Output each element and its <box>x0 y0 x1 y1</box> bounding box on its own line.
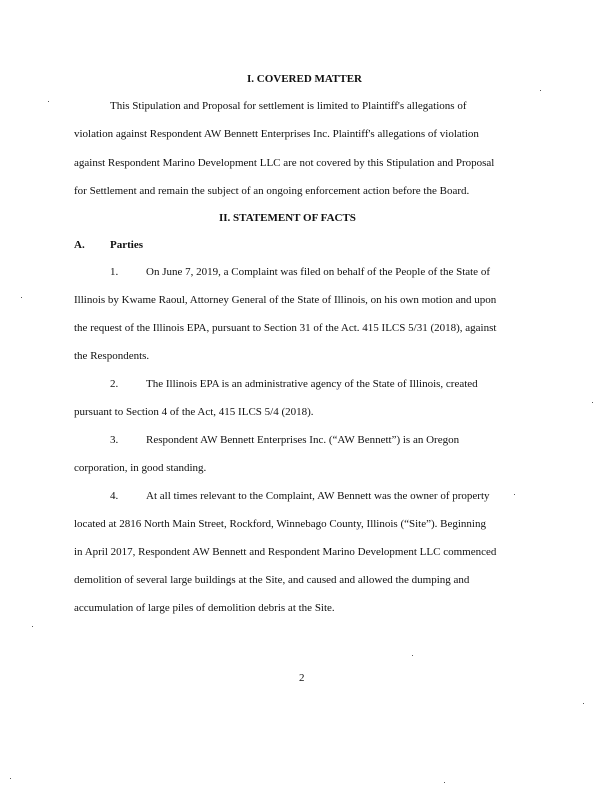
section-heading-statement-of-facts: II. STATEMENT OF FACTS <box>219 212 356 224</box>
scan-speck <box>540 90 541 91</box>
scan-speck <box>444 782 445 783</box>
scan-speck <box>21 297 22 298</box>
paragraph-line: located at 2816 North Main Street, Rockford, Winnebago County, Illinois (“Site”). Beginning <box>74 518 486 530</box>
paragraph-line: The Illinois EPA is an administrative agency of the State of Illinois, created <box>146 378 478 390</box>
paragraph-line: accumulation of large piles of demolition debris at the Site. <box>74 602 335 614</box>
scan-speck <box>583 703 584 704</box>
paragraph-number: 1. <box>110 266 119 278</box>
section-heading-covered-matter: I. COVERED MATTER <box>247 73 363 85</box>
paragraph-number: 4. <box>110 490 119 502</box>
paragraph-line: At all times relevant to the Complaint, AW Bennett was the owner of property <box>146 490 490 502</box>
scan-speck <box>412 655 413 656</box>
scan-speck <box>48 101 49 102</box>
scan-speck <box>514 494 515 495</box>
page-number: 2 <box>299 672 305 684</box>
scan-speck <box>10 778 11 779</box>
paragraph-number: 3. <box>110 434 119 446</box>
covered-matter-line: for Settlement and remain the subject of an ongoing enforcement action before the Board. <box>74 185 470 197</box>
paragraph-line: demolition of several large buildings at the Site, and caused and allowed the dumping and <box>74 574 470 586</box>
paragraph-line: Illinois by Kwame Raoul, Attorney General of the State of Illinois, on his own motion and upon <box>74 294 497 306</box>
paragraph-line: pursuant to Section 4 of the Act, 415 ILCS 5/4 (2018). <box>74 406 314 418</box>
paragraph-line: the request of the Illinois EPA, pursuant to Section 31 of the Act. 415 ILCS 5/31 (2018), against <box>74 322 497 334</box>
paragraph-line: Respondent AW Bennett Enterprises Inc. (“AW Bennett”) is an Oregon <box>146 434 460 446</box>
scan-speck <box>32 626 33 627</box>
subsection-title-parties: Parties <box>110 239 143 251</box>
paragraph-line: the Respondents. <box>74 350 150 362</box>
paragraph-number: 2. <box>110 378 119 390</box>
covered-matter-line: violation against Respondent AW Bennett Enterprises Inc. Plaintiff's allegations of violation <box>74 128 479 140</box>
covered-matter-line: against Respondent Marino Development LLC are not covered by this Stipulation and Proposal <box>74 157 495 169</box>
scan-speck <box>592 402 593 403</box>
paragraph-line: corporation, in good standing. <box>74 462 207 474</box>
subsection-letter: A. <box>74 239 85 251</box>
paragraph-line: On June 7, 2019, a Complaint was filed on behalf of the People of the State of <box>146 266 490 278</box>
paragraph-line: in April 2017, Respondent AW Bennett and Respondent Marino Development LLC commenced <box>74 546 497 558</box>
covered-matter-line: This Stipulation and Proposal for settlement is limited to Plaintiff's allegations of <box>110 100 467 112</box>
